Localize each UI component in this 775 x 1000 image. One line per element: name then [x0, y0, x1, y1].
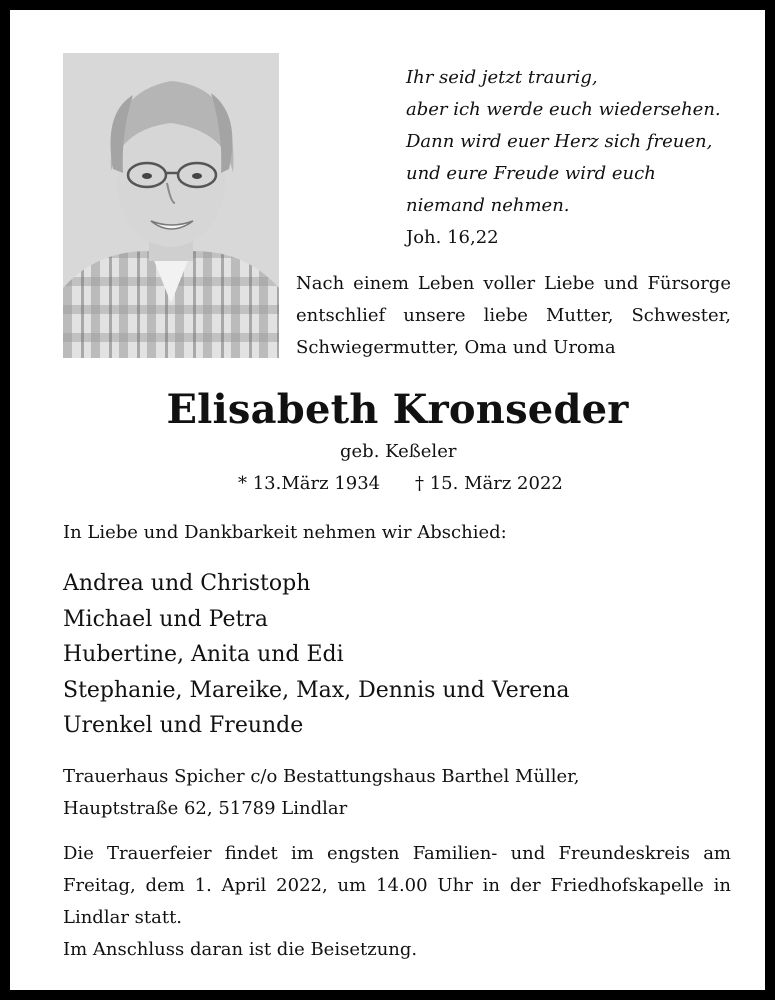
maiden-name: geb. Keßeler [340, 441, 457, 462]
service-line: Freitag, dem 1. April 2022, um 14.00 Uhr in der Friedhofskapelle in [63, 875, 731, 896]
family-member: Urenkel und Freunde [63, 713, 304, 738]
verse-line: Ihr seid jetzt traurig, [406, 67, 598, 88]
birth-date: * 13.März 1934 [238, 473, 381, 494]
bible-verse [406, 62, 721, 222]
verse-line: Dann wird euer Herz sich freuen, [406, 131, 713, 152]
mourning-address [63, 761, 579, 825]
intro-line: Schwiegermutter, Oma und Uroma [296, 337, 616, 358]
intro-line: entschlief unsere liebe Mutter, Schwester, [296, 305, 731, 326]
deceased-name: Elisabeth Kronseder [166, 386, 629, 433]
family-member: Hubertine, Anita und Edi [63, 642, 344, 667]
death-date: † 15. März 2022 [415, 473, 563, 494]
family-list [63, 566, 570, 744]
verse-line: aber ich werde euch wiedersehen. [406, 99, 721, 120]
service-line: Die Trauerfeier findet im engsten Familien- und Freundeskreis am [63, 843, 731, 864]
verse-reference: Joh. 16,22 [406, 227, 499, 248]
farewell-text: In Liebe und Dankbarkeit nehmen wir Abschied: [63, 522, 507, 543]
family-member: Michael und Petra [63, 606, 268, 632]
portrait-photo [63, 53, 279, 358]
portrait-illustration [63, 53, 279, 358]
funeral-service-info [63, 838, 731, 966]
service-line: Im Anschluss daran ist die Beisetzung. [63, 939, 418, 960]
intro-line: Nach einem Leben voller Liebe und Fürsorge [296, 273, 731, 294]
verse-line: und eure Freude wird euch [406, 163, 656, 184]
address-line: Hauptstraße 62, 51789 Lindlar [63, 798, 348, 819]
family-member: Stephanie, Mareike, Max, Dennis und Verena [63, 677, 570, 703]
intro-text [296, 268, 731, 364]
verse-line: niemand nehmen. [406, 195, 570, 216]
address-line: Trauerhaus Spicher c/o Bestattungshaus Barthel Müller, [63, 766, 580, 787]
family-member: Andrea und Christoph [63, 571, 311, 596]
service-line: Lindlar statt. [63, 907, 183, 928]
